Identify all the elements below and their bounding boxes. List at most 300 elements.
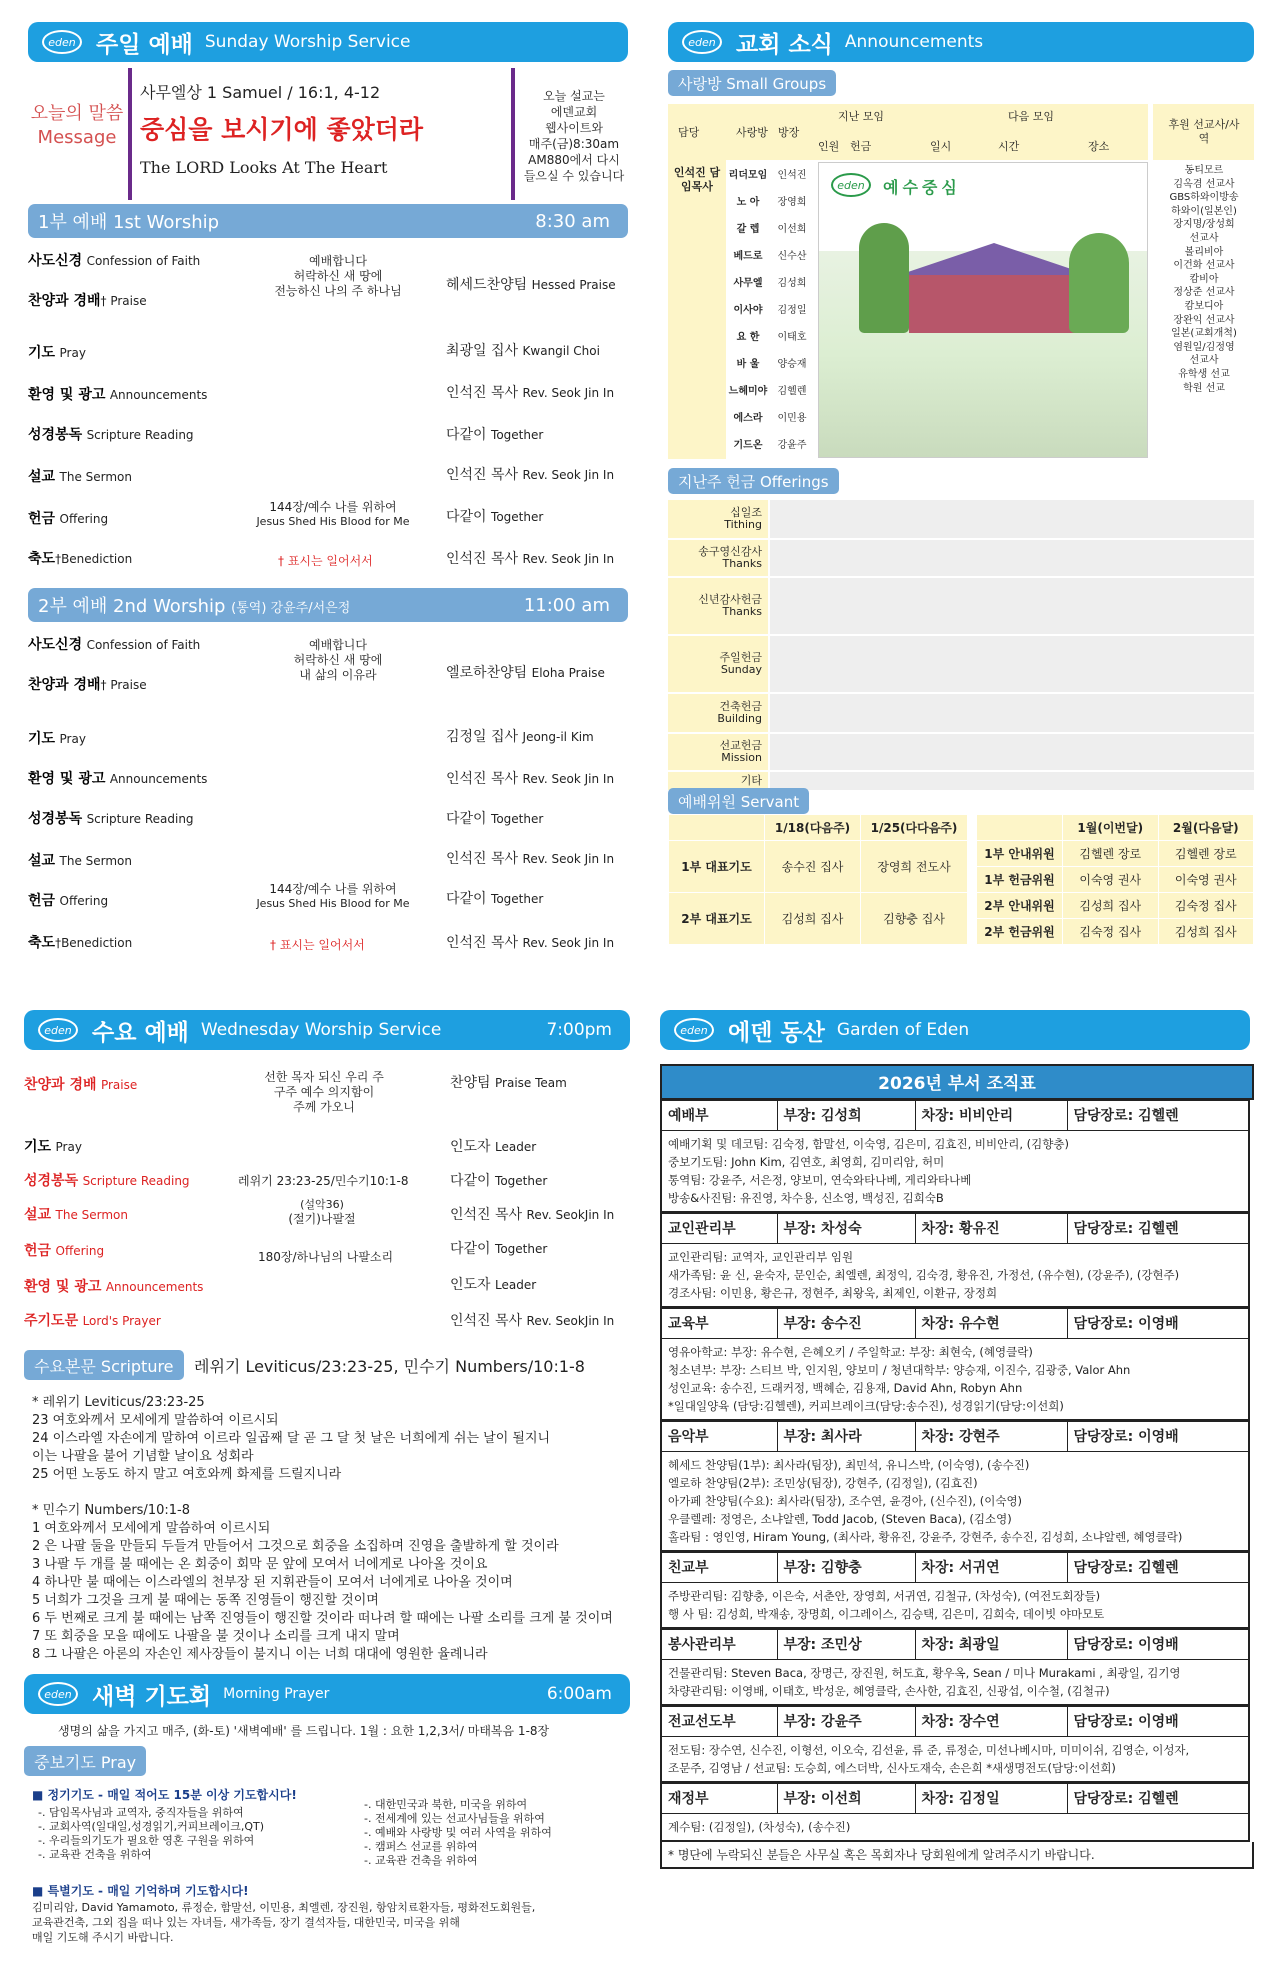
offering-en: Building	[717, 712, 762, 725]
wed-item-scripture: 성경봉독 Scripture Reading	[24, 1173, 190, 1189]
wed-title-en: Wednesday Worship Service	[200, 1020, 442, 1040]
sponsor-line: 학원 선교	[1183, 382, 1225, 394]
dept-member-line: 엘로하 찬양팀(2부): 조민상(팀장), 강현주, (김정일), (김효진)	[668, 1476, 978, 1490]
item2-praise: 찬양과 경배† Praise	[28, 677, 147, 693]
dept-name: 전교선도부	[661, 1707, 777, 1737]
wed-sermon-who: 인석진 목사 Rev. SeokJin In	[450, 1207, 615, 1223]
item-sermon: 설교 The Sermon	[28, 469, 133, 485]
eden-logo-icon: eden	[38, 1018, 78, 1042]
regular-prayer-left	[38, 1806, 264, 1862]
dept-head: 부장: 최사라	[777, 1422, 915, 1452]
item-announce: 환영 및 광고 Announcements	[28, 387, 208, 403]
sg-col-head: 방장	[778, 126, 800, 139]
dept-member-line: 우클렐레: 정영은, 소냐알렌, Todd Jacob, (Steven Baca), (김소영)	[668, 1512, 1012, 1526]
announce-leader-2: 인석진 목사 Rev. Seok Jin In	[446, 771, 615, 787]
stand-note-1: † 표시는 일어서서	[278, 554, 373, 568]
sunday-header	[28, 22, 628, 62]
sg-leader: 장영희	[777, 197, 807, 208]
dept-head: 부장: 강윤주	[777, 1707, 915, 1737]
interpretation-note: (통역) 강윤주/서은정	[231, 601, 351, 616]
morning-time: 6:00am	[546, 1684, 612, 1704]
sponsor-line: 유학생 선교	[1178, 368, 1230, 380]
scripture-text	[32, 1394, 632, 1664]
verse-line: * 레위기 Leviticus/23:23-25	[32, 1395, 205, 1410]
offering-amount	[770, 636, 1254, 692]
sunday-title-en: Sunday Worship Service	[204, 32, 411, 52]
small-groups-table	[668, 104, 1254, 459]
second-worship-time: 11:00 am	[523, 594, 610, 616]
offering-en: Mission	[721, 751, 762, 764]
sg-row	[726, 268, 816, 295]
sponsor-line: 일본(교회개척)	[1171, 328, 1237, 340]
verse-line: 6 두 번째로 크게 불 때에는 남쪽 진영들이 행진할 것이라 떠나려 할 때에는 나팔 소리를 크게 불 것이며	[32, 1611, 613, 1626]
verse-line: 1 여호와께서 모세에게 말씀하여 이르시되	[32, 1521, 271, 1536]
praise-team-2: 엘로하찬양팀 Eloha Praise	[446, 665, 605, 681]
item-benediction: 축도†Benediction	[28, 551, 133, 567]
sg-sub-head: 헌금	[850, 140, 872, 153]
item2-benediction: 축도†Benediction	[28, 935, 133, 951]
dept-vice: 차장: 강현주	[915, 1422, 1067, 1452]
offering-amount	[770, 578, 1254, 634]
wed-sermon-title: (설악36) (절기)나팔절	[288, 1198, 356, 1226]
prayer-line: -. 우리들의기도가 필요한 영혼 구원을 위하여	[38, 1834, 255, 1847]
stand-note-2: † 표시는 일어서서	[270, 938, 365, 952]
sg-name: 사무엘	[733, 278, 763, 289]
dept-block	[660, 1706, 1250, 1783]
sermon-who-1: 인석진 목사 Rev. Seok Jin In	[446, 467, 615, 483]
sg-sub-head: 장소	[1088, 140, 1110, 153]
sg-name: 갈 렙	[736, 224, 760, 235]
dept-block	[660, 1213, 1250, 1308]
wednesday-section	[24, 1010, 634, 1970]
wed-item-sermon: 설교 The Sermon	[24, 1207, 129, 1223]
offering-amount	[770, 540, 1254, 576]
offering-label	[668, 636, 768, 692]
message-ref: 사무엘상 1 Samuel / 16:1, 4-12	[140, 83, 381, 102]
dept-elder: 담당장로: 김헬렌	[1067, 1553, 1249, 1583]
rebroadcast-note: 오늘 설교는 에덴교회 웹사이트와 매주(금)8:30am AM880에서 다시 들으실 수 있습니다	[523, 89, 625, 183]
verse-line: 23 여호와께서 모세에게 말씀하여 이르시되	[32, 1413, 279, 1428]
sg-row	[726, 214, 816, 241]
sg-row	[726, 349, 816, 376]
dept-elder: 담당장로: 김헬렌	[1067, 1101, 1249, 1131]
scripture-who-1: 다같이 Together	[446, 427, 544, 443]
dept-name: 교육부	[661, 1309, 777, 1339]
dept-member-line: 행 사 팀: 김성희, 박재송, 장명희, 이그레이스, 김승택, 김은미, 김희숙, 데이빗 야마모토	[668, 1607, 1105, 1621]
special-prayer-title: ■ 특별기도 - 매일 기억하며 기도합시다!	[32, 1884, 249, 1898]
morning-desc: 생명의 삶을 가지고 매주, (화-토) '새벽예배' 를 드립니다. 1월 : 요한 1,2,3서/ 마태복음 1-8장	[58, 1724, 550, 1738]
first-worship-title: 1부 예배 1st Worship	[38, 212, 220, 233]
verse-line	[32, 1484, 632, 1502]
dept-member-line: 홀라팀 : 영인영, Hiram Young, (최사라, 황유진, 강윤주, 강현주, 송수진, 김성희, 소냐알렌, 혜영클락)	[668, 1530, 1183, 1544]
sg-leader: 김성희	[777, 278, 807, 289]
prayer-line: -. 교육관 건축을 위하여	[364, 1854, 478, 1867]
divider	[511, 68, 515, 200]
sg-sub-head: 일시	[930, 140, 952, 153]
dept-elder: 담당장로: 이영배	[1067, 1707, 1249, 1737]
sg-name: 에스라	[733, 413, 763, 424]
verse-line: 2 은 나팔 둘을 만들되 두들겨 만들어서 그것으로 회중을 소집하며 진영을 출발하게 할 것이라	[32, 1539, 559, 1554]
dept-head: 부장: 김향충	[777, 1553, 915, 1583]
offering-row	[668, 540, 1254, 578]
dept-member-line: 아가페 찬양팀(수요): 최사라(팀장), 조수연, 윤경아, (신수진), (이숙영)	[668, 1494, 1023, 1508]
offering-who-1: 다같이 Together	[446, 509, 544, 525]
special-prayer-list	[32, 1900, 535, 1945]
dept-vice: 차장: 비비안리	[915, 1101, 1067, 1131]
pray-leader-2: 김정일 집사 Jeong-il Kim	[446, 729, 594, 745]
sg-col-head: 후원 선교사/사역	[1168, 118, 1240, 145]
sponsor-line: 이건화 선교사	[1173, 260, 1235, 272]
dept-member-line: 전도팀: 장수연, 신수진, 이형선, 이오숙, 김선윤, 류 준, 류정순, 미선나베시마, 미미이쉬, 김영순, 이성자,	[668, 1743, 1190, 1757]
sg-row	[726, 160, 816, 187]
sg-name: 베드로	[733, 251, 763, 262]
wed-announce-leader: 인도자 Leader	[450, 1277, 537, 1293]
wed-offering-who: 다같이 Together	[450, 1241, 548, 1257]
sponsor-line: 장지명/장성희	[1173, 219, 1235, 231]
sponsor-line: GBS하와이방송	[1169, 192, 1239, 204]
offering-label	[668, 578, 768, 634]
bene-who-1: 인석진 목사 Rev. Seok Jin In	[446, 551, 615, 567]
eden-logo-icon: eden	[38, 1682, 78, 1706]
org-chart-title: 2026년 부서 조직표	[660, 1064, 1254, 1100]
sermon-who-2: 인석진 목사 Rev. Seok Jin In	[446, 851, 615, 867]
prayer-line: -. 교육관 건축을 위하여	[38, 1848, 152, 1861]
dept-head: 부장: 차성숙	[777, 1214, 915, 1244]
dept-elder: 담당장로: 이영배	[1067, 1422, 1249, 1452]
offering-amount	[770, 772, 1254, 790]
dept-vice: 차장: 김정일	[915, 1784, 1067, 1814]
offering-hymn-1: 144장/예수 나를 위하여 Jesus Shed His Blood for Me	[256, 500, 410, 528]
prayer-line: -. 대한민국과 북한, 미국을 위하여	[364, 1798, 528, 1811]
sponsor-line: 염원일/김정영	[1173, 341, 1235, 353]
dept-member-line: 중보기도팀: John Kim, 김연호, 최영희, 김미리암, 허미	[668, 1155, 945, 1169]
wed-time: 7:00pm	[546, 1020, 612, 1040]
sg-col-head: 다음 모임	[1008, 110, 1055, 123]
eden-logo-icon: eden	[831, 173, 871, 197]
prayer-line: -. 전세계에 있는 선교사님들을 위하여	[364, 1812, 545, 1825]
wed-item-praise: 찬양과 경배 Praise	[24, 1077, 138, 1093]
second-worship-title: 2부 예배 2nd Worship	[38, 596, 226, 617]
verse-line: 8 그 나팔은 아론의 자손인 제사장들이 불지니 이는 너희 대대에 영원한 율례니라	[32, 1647, 488, 1662]
scripture-label: 수요본문 Scripture	[24, 1350, 184, 1380]
dept-head: 부장: 조민상	[777, 1630, 915, 1660]
verse-line: 24 이스라엘 자손에게 말하여 이르라 일곱째 달 곧 그 달 첫 날은 너희에게 쉬는 날이 될지니	[32, 1431, 551, 1446]
dept-member-line: 조문주, 김영남 / 선교팀: 도승희, 에스더박, 신사도재숙, 손은희 *새생명전도(담당:이선희)	[668, 1761, 1116, 1775]
sg-row	[726, 187, 816, 214]
sg-row	[726, 322, 816, 349]
dept-member-line: 방송&사진팀: 유진영, 차수용, 신소영, 백성진, 김희숙B	[668, 1191, 944, 1205]
message-label-ko: 오늘의 말씀	[30, 103, 124, 124]
picture-caption: 예수중심	[883, 178, 961, 197]
dept-member-line: 헤세드 찬양팀(1부): 최사라(팀장), 최민석, 유니스박, (이숙영), (송수진)	[668, 1458, 1030, 1472]
garden-title-ko: 에덴 동산	[728, 1019, 825, 1046]
regular-prayer-right	[364, 1798, 552, 1868]
prayer-line: 매일 기도해 주시기 바랍니다.	[32, 1931, 174, 1944]
small-groups-label: 사랑방 Small Groups	[668, 70, 836, 96]
wed-lords-prayer-who: 인석진 목사 Rev. SeokJin In	[450, 1313, 615, 1329]
dept-list	[660, 1100, 1254, 1842]
praise-songs-2: 예배합니다 허락하신 새 땅에 내 삶의 이유라	[293, 638, 383, 682]
verse-line: 4 하나만 불 때에는 이스라엘의 천부장 된 지휘관들이 모여서 너에게로 나아올 것이며	[32, 1575, 513, 1590]
dept-name: 봉사관리부	[661, 1630, 777, 1660]
dept-name: 음악부	[661, 1422, 777, 1452]
sponsor-line: 하와이(일본인)	[1171, 205, 1237, 217]
sg-leader: 이민용	[777, 413, 807, 424]
prayer-label: 중보기도 Pray	[24, 1746, 146, 1776]
offering-en: Thanks	[722, 605, 762, 618]
sg-col-head: 지난 모임	[838, 110, 885, 123]
sponsor-line: 볼리비아	[1184, 246, 1224, 258]
announce-leader-1: 인석진 목사 Rev. Seok Jin In	[446, 385, 615, 401]
item-pray: 기도 Pray	[28, 345, 86, 361]
org-chart	[660, 1064, 1254, 1869]
dept-name: 예배부	[661, 1101, 777, 1131]
sponsor-line: 김옥겸 선교사	[1173, 178, 1235, 190]
wed-offering-hymn: 180장/하나님의 나팔소리	[258, 1250, 394, 1264]
dept-elder: 담당장로: 김헬렌	[1067, 1784, 1249, 1814]
offerings-label: 지난주 헌금 Offerings	[668, 468, 839, 494]
offering-ko: 기타	[740, 774, 762, 787]
sg-col-head: 담당	[678, 126, 700, 139]
announce-title-ko: 교회 소식	[736, 31, 833, 58]
offering-row	[668, 694, 1254, 734]
offering-row	[668, 500, 1254, 540]
announce-title-en: Announcements	[844, 32, 984, 52]
dept-block	[660, 1421, 1250, 1552]
offering-label	[668, 734, 768, 770]
verse-line: 5 너희가 그것을 크게 불 때에는 동쪽 진영들이 행진할 것이며	[32, 1593, 379, 1608]
wed-item-offering: 헌금 Offering	[24, 1243, 105, 1259]
sg-name: 요 한	[736, 332, 760, 343]
praise-team-1: 헤세드찬양팀 Hessed Praise	[446, 277, 616, 293]
wed-praise-songs: 선한 목자 되신 우리 주 구주 예수 의지함이 주께 가오니	[264, 1070, 384, 1114]
dept-vice: 차장: 유수현	[915, 1309, 1067, 1339]
sponsor-line: 선교사	[1189, 232, 1219, 244]
dept-vice: 차장: 최광일	[915, 1630, 1067, 1660]
sg-row	[726, 241, 816, 268]
offering-row	[668, 578, 1254, 636]
sg-name: 느헤미야	[728, 386, 768, 397]
wed-pray-leader: 인도자 Leader	[450, 1139, 537, 1155]
item-offering: 헌금 Offering	[28, 511, 109, 527]
sg-leader: 김헬렌	[777, 386, 807, 397]
offering-en: Tithing	[724, 518, 762, 531]
dept-block	[660, 1629, 1250, 1706]
prayer-line: -. 담임목사님과 교역자, 중직자들을 위하여	[38, 1806, 244, 1819]
dept-name: 교인관리부	[661, 1214, 777, 1244]
dept-vice: 차장: 장수연	[915, 1707, 1067, 1737]
sg-sub-head: 시간	[998, 140, 1020, 153]
wed-item-announce: 환영 및 광고 Announcements	[24, 1279, 204, 1295]
sg-name: 이사야	[733, 305, 763, 316]
offering-ko: 송구영신감사	[698, 545, 762, 558]
first-worship-time: 8:30 am	[535, 210, 610, 232]
eden-logo-icon: eden	[42, 30, 82, 54]
announce-header	[668, 22, 1254, 62]
dept-vice: 차장: 서귀연	[915, 1553, 1067, 1583]
prayer-line: -. 예배와 사랑방 및 여러 사역을 위하여	[364, 1826, 552, 1839]
sponsor-line: 선교사	[1189, 355, 1219, 367]
dept-block	[660, 1100, 1250, 1213]
sponsor-line: 동티모르	[1184, 165, 1224, 176]
morning-header	[24, 1674, 630, 1714]
servant-label: 예배위원 Servant	[668, 788, 809, 814]
garden-header	[660, 1010, 1250, 1050]
sponsor-missionaries	[1156, 164, 1252, 395]
sg-sub-head: 인원	[818, 140, 840, 153]
dept-member-line: 영유아학교: 부장: 유수현, 은혜오키 / 주일학교: 부장: 최현숙, (혜영클락)	[668, 1345, 1033, 1359]
offering-hymn-2: 144장/예수 나를 위하여 Jesus Shed His Blood for Me	[256, 882, 410, 910]
sponsor-line: 장완익 선교사	[1173, 314, 1235, 326]
item2-scripture: 성경봉독 Scripture Reading	[28, 811, 194, 827]
dept-member-line: 차량관리팀: 이영배, 이태호, 박성운, 혜영클락, 손사한, 김효진, 신광섭, 이수철, (김철규)	[668, 1684, 1110, 1698]
wed-item-pray: 기도 Pray	[24, 1139, 82, 1155]
offering-amount	[770, 500, 1254, 538]
second-worship-bar	[28, 588, 628, 622]
dept-block	[660, 1783, 1250, 1842]
dept-vice: 차장: 황유진	[915, 1214, 1067, 1244]
dept-member-line: 통역팀: 강윤주, 서은정, 양보미, 연숙와타나베, 게리와타나베	[668, 1173, 972, 1187]
org-footnote: * 명단에 누락되신 분들은 사무실 혹은 목회자나 당회원에게 알려주시기 바랍니다.	[660, 1842, 1254, 1869]
dept-block	[660, 1552, 1250, 1629]
sg-name: 기드온	[733, 440, 763, 451]
wed-praise-team: 찬양팀 Praise Team	[450, 1075, 567, 1091]
offering-row	[668, 734, 1254, 772]
verse-line: 7 또 회중을 모을 때에도 나팔을 불 것이나 소리를 크게 내지 말며	[32, 1629, 400, 1644]
church-painting-image	[818, 162, 1148, 458]
sg-leader: 강윤주	[777, 440, 807, 451]
offering-row	[668, 636, 1254, 694]
sunday-section	[28, 22, 628, 972]
sg-leader: 이선희	[777, 224, 807, 235]
item2-announce: 환영 및 광고 Announcements	[28, 771, 208, 787]
dept-name: 재정부	[661, 1784, 777, 1814]
verse-line: * 민수기 Numbers/10:1-8	[32, 1503, 190, 1518]
praise-songs-1: 예배합니다 허락하신 새 땅에 전능하신 나의 주 하나님	[274, 254, 402, 298]
garden-title-en: Garden of Eden	[836, 1020, 970, 1040]
eden-logo-icon: eden	[674, 1018, 714, 1042]
sg-row	[726, 376, 816, 403]
regular-prayer-title: ■ 정기기도 - 매일 적어도 15분 이상 기도합시다!	[32, 1788, 297, 1802]
dept-elder: 담당장로: 이영배	[1067, 1309, 1249, 1339]
sg-name: 리더모임	[728, 170, 768, 181]
eden-logo-icon: eden	[682, 30, 722, 54]
item2-sermon: 설교 The Sermon	[28, 853, 133, 869]
message-box	[28, 68, 628, 198]
prayer-line: 교육관건축, 그외 집을 떠나 있는 자녀들, 새가족들, 장기 결석자들, 대한민국, 미국을 위해	[32, 1916, 460, 1929]
offering-ko: 건축헌금	[719, 700, 762, 713]
item2-pray: 기도 Pray	[28, 731, 86, 747]
dept-member-line: 교인관리팀: 교역자, 교인관리부 임원	[668, 1250, 854, 1264]
sponsor-line: 정상준 선교사	[1173, 287, 1235, 299]
offering-label	[668, 694, 768, 732]
offering-en: Thanks	[722, 557, 762, 570]
offering-ko: 선교헌금	[719, 739, 762, 752]
dept-name: 친교부	[661, 1553, 777, 1583]
item-praise: 찬양과 경배† Praise	[28, 293, 147, 309]
dept-elder: 담당장로: 김헬렌	[1067, 1214, 1249, 1244]
dept-block	[660, 1308, 1250, 1421]
sg-name: 노 아	[736, 197, 760, 208]
first-worship-bar	[28, 204, 628, 238]
item-creed: 사도신경 Confession of Faith	[28, 253, 201, 269]
servant-table: 1/18(다음주) 1/25(다다음주) 1부 대표기도 송수진 집사 장영희 전도사 2부 대표기도 김성희 집사 김향충 집사	[668, 814, 968, 945]
dept-member-line: 계수팀: (김정일), (차성숙), (송수진)	[668, 1820, 851, 1834]
offering-who-2: 다같이 Together	[446, 891, 544, 907]
wed-header	[24, 1010, 630, 1050]
dept-member-line: 청소년부: 부장: 스티브 박, 인지원, 양보미 / 청년대학부: 양승재, 이진수, 김광중, Valor Ahn	[668, 1363, 1131, 1377]
announcements-section	[668, 22, 1258, 952]
sunday-title-ko: 주일 예배	[96, 31, 193, 58]
dept-member-line: 예배기획 및 데코팀: 김숙정, 함말선, 이숙영, 김은미, 김효진, 비비안리, (김향충)	[668, 1137, 1069, 1151]
dept-head: 부장: 이선희	[777, 1784, 915, 1814]
scripture-ref: 레위기 Leviticus/23:23-25, 민수기 Numbers/10:1-8	[194, 1357, 585, 1376]
morning-title-en: Morning Prayer	[223, 1686, 330, 1702]
servant-month-table: 1월(이번달) 2월(다음달) 1부 안내위원 김헬렌 장로 김헬렌 장로 1부 헌금위원 이숙영 권사 이숙영 권사 2부 안내위원 김성희 집사 김숙정 집사 2부 헌금위원 김숙정 집사 김성희 집사	[976, 814, 1254, 945]
sg-leader: 인석진	[777, 170, 807, 181]
item-scripture: 성경봉독 Scripture Reading	[28, 427, 194, 443]
item2-creed: 사도신경 Confession of Faith	[28, 637, 201, 653]
wed-scripture-who: 다같이 Together	[450, 1173, 548, 1189]
wed-scripture-ref: 레위기 23:23-25/민수기10:1-8	[238, 1174, 409, 1188]
sg-row	[726, 430, 816, 457]
verse-line: 25 어떤 노동도 하지 말고 여호와께 화제를 드릴지니라	[32, 1467, 342, 1482]
dept-member-line: 건물관리팀: Steven Baca, 장명근, 장진원, 허도효, 황우옥, Sean / 미나 Murakami , 최광일, 김기영	[668, 1666, 1181, 1680]
garden-section	[660, 1010, 1260, 1970]
prayer-line: -. 교회사역(일대일,성경읽기,커피브레이크,QT)	[38, 1820, 265, 1833]
verse-line: 3 나팔 두 개를 불 때에는 온 회중이 회막 문 앞에 모여서 너에게로 나아올 것이요	[32, 1557, 488, 1572]
sg-row	[726, 295, 816, 322]
offering-ko: 신년감사헌금	[698, 593, 762, 606]
dept-member-line: 새가족팀: 윤 신, 윤숙자, 문인순, 최엘렌, 최정익, 김숙경, 황유진, 가정선, (유수현), (강윤주), (강현주)	[668, 1268, 1180, 1282]
verse-line: 이는 나팔을 불어 기념할 날이요 성회라	[32, 1449, 254, 1464]
dept-member-line: *일대일양육 (담당:김헬렌), 커피브레이크(담당:송수진), 성경읽기(담당:이선희)	[668, 1399, 1064, 1413]
sg-lead-pastor: 인석진 담임목사	[673, 166, 721, 193]
wed-item-lords-prayer: 주기도문 Lord's Prayer	[24, 1313, 161, 1329]
divider	[128, 68, 132, 200]
message-title: 중심을 보시기에 좋았더라	[140, 115, 424, 144]
sg-col-head: 사랑방	[736, 126, 768, 139]
dept-elder: 담당장로: 이영배	[1067, 1630, 1249, 1660]
offering-en: Sunday	[720, 663, 762, 676]
sg-row	[726, 403, 816, 430]
dept-member-line: 성인교육: 송수진, 드래커정, 백혜순, 김용재, David Ahn, Robyn Ahn	[668, 1381, 1023, 1395]
wed-title-ko: 수요 예배	[92, 1019, 189, 1046]
message-title-en: The LORD Looks At The Heart	[140, 158, 388, 177]
prayer-line: 김미리암, David Yamamoto, 류정순, 함말선, 이민용, 최엘렌, 장진원, 항암치료환자들, 평화전도회원들,	[32, 1901, 536, 1914]
dept-member-line: 주방관리팀: 김향충, 이은숙, 서춘안, 장영희, 서귀연, 김철규, (차성숙), (여전도회장들)	[668, 1589, 1101, 1603]
sg-leader: 신수산	[777, 251, 807, 262]
sponsor-line: 캄비아	[1189, 273, 1219, 285]
offering-ko: 십일조	[730, 506, 762, 519]
dept-member-line: 경조사팀: 이민용, 황은규, 정현주, 최왕욱, 최제인, 이환규, 장정희	[668, 1286, 998, 1300]
pray-leader-1: 최광일 집사 Kwangil Choi	[446, 343, 600, 359]
offering-amount	[770, 694, 1254, 732]
offering-amount	[770, 734, 1254, 770]
bene-who-2: 인석진 목사 Rev. Seok Jin In	[446, 935, 615, 951]
offering-label	[668, 540, 768, 576]
sg-leader: 김정일	[777, 305, 807, 316]
morning-title-ko: 새벽 기도회	[92, 1683, 212, 1710]
sg-name: 바 울	[736, 359, 760, 370]
sg-leader: 이태호	[777, 332, 807, 343]
dept-head: 부장: 송수진	[777, 1309, 915, 1339]
dept-head: 부장: 김성희	[777, 1101, 915, 1131]
offering-ko: 주일헌금	[719, 651, 762, 664]
message-label-en: Message	[37, 127, 117, 148]
scripture-who-2: 다같이 Together	[446, 811, 544, 827]
offering-label	[668, 500, 768, 538]
